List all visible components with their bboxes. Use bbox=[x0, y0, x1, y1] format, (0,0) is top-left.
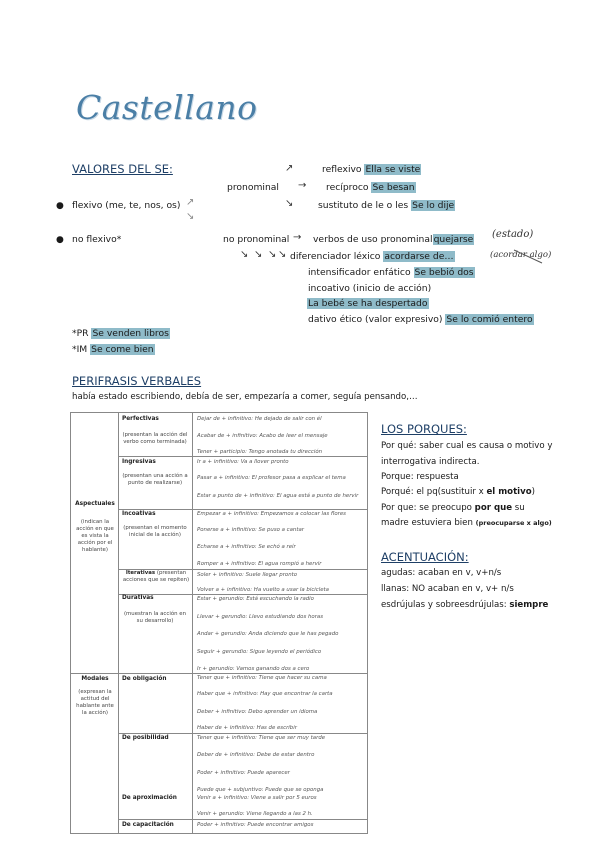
aproximacion-label: De aproximación bbox=[122, 795, 177, 801]
obl-example-2: Haber que + infinitivo: Hay que encontrar la carta bbox=[197, 691, 333, 697]
perf-example-3: Tener + participio: Tengo anotada tu dirección bbox=[197, 449, 323, 455]
flexivo-label: flexivo (me, te, nos, os) bbox=[72, 200, 181, 211]
heading-acentuacion: ACENTUACIÓN: bbox=[381, 550, 469, 564]
perfectivas-desc: (presentan la acción del verbo como terminada) bbox=[122, 432, 188, 445]
porques-line-5b: por que bbox=[474, 503, 513, 513]
porques-line-4b: el motivo bbox=[486, 487, 532, 497]
reflexivo-label bbox=[322, 164, 421, 175]
perifrasis-table bbox=[70, 412, 368, 834]
intensificador-label bbox=[308, 267, 475, 278]
obl-example-1: Tener que + infinitivo: Tiene que hacer su cama bbox=[197, 675, 327, 681]
posibilidad-label: De posibilidad bbox=[122, 735, 169, 741]
heading-porques: LOS PORQUES: bbox=[381, 422, 467, 436]
porques-line-4a: Porqué: el pq(sustituir x bbox=[381, 487, 487, 497]
pos-example-1: Tener que + infinitivo: Tiene que ser muy tarde bbox=[197, 735, 326, 741]
dur-example-4: Seguir + gerundio: Sigue leyendo el periódico bbox=[197, 649, 322, 655]
incoativo-example bbox=[307, 298, 429, 309]
perifrasis-examples: había estado escribiendo, debía de ser, empezaría a comer, seguía pensando,… bbox=[72, 392, 418, 402]
iterativas-title: Iterativas bbox=[125, 570, 156, 576]
apr-example-3: Venir + gerundio: Viene llegando a las 2 h. bbox=[197, 811, 313, 817]
ingr-example-3: Estar a punto de + infinitivo: El agua está a punto de hervir bbox=[197, 493, 359, 499]
incoativo-label: incoativo (inicio de acción) bbox=[308, 283, 432, 294]
page-title: Castellano bbox=[76, 88, 258, 127]
capacitacion-label: De capacitación bbox=[122, 822, 174, 828]
inco-example-3: Echarse a + infinitivo: Se echó a reír bbox=[197, 544, 296, 550]
incoativo-example-text: La bebé se ha despertado bbox=[308, 298, 428, 309]
iterativas-desc: (presentan acciones que se repiten) bbox=[122, 570, 190, 583]
porques-line-1: Por qué: saber cual es causa o motivo y bbox=[381, 441, 553, 451]
arrow-ne-icon: ↗ bbox=[285, 163, 294, 174]
arrow-se-icon: ↘ bbox=[268, 249, 277, 260]
heading-perifrasis: PERIFRASIS VERBALES bbox=[72, 374, 202, 388]
porques-line-4 bbox=[381, 487, 535, 497]
porques-line-6 bbox=[381, 518, 552, 528]
dativo-text: dativo ético (valor expresivo) bbox=[308, 314, 443, 325]
acentuacion-line-2: llanas: NO acaban en v, v+ n/s bbox=[381, 584, 514, 594]
reflexivo-example: Ella se viste bbox=[365, 164, 421, 175]
obl-example-4: Haber de + infinitivo: Has de escribir bbox=[197, 725, 297, 731]
pos-example-2: Deber de + infinitivo: Debe de estar dentro bbox=[197, 752, 315, 758]
im-example: Se come bien bbox=[91, 344, 154, 355]
acordar-note: (acordar algo) bbox=[490, 250, 552, 260]
pronominal-label: pronominal bbox=[227, 182, 279, 193]
porques-line-5 bbox=[381, 503, 525, 513]
acentuacion-line-3 bbox=[381, 600, 548, 610]
inco-example-1: Empezar a + infinitivo: Empezamos a colocar las flores bbox=[197, 511, 346, 517]
incoativas-desc: (presentan el momento inicial de la acción) bbox=[123, 525, 187, 538]
reflexivo-text: reflexivo bbox=[322, 164, 362, 175]
ingr-example-2: Pasar a + infinitivo: El profesor pasa a explicar el tema bbox=[197, 475, 346, 481]
sustituto-label bbox=[318, 200, 455, 211]
ingresivas-label: Ingresivas bbox=[122, 459, 156, 465]
porques-line-6b: (preocuparse x algo) bbox=[475, 519, 552, 527]
dativo-example: Se lo comió entero bbox=[446, 314, 533, 325]
arrow-se-icon: ↘ bbox=[278, 249, 287, 260]
porques-line-5c: su bbox=[512, 503, 525, 513]
no-flexivo-label: no flexivo* bbox=[72, 234, 122, 245]
durativas-label: Durativas bbox=[122, 595, 154, 601]
acentuacion-line-1: agudas: acaban en v, v+n/s bbox=[381, 568, 502, 578]
reciproco-text: recíproco bbox=[326, 182, 369, 193]
porques-line-5a: Por que: se preocupo bbox=[381, 503, 475, 513]
intensificador-text: intensificador enfático bbox=[308, 267, 411, 278]
bullet-icon: ● bbox=[56, 235, 64, 245]
pr-note bbox=[72, 328, 170, 339]
cap-example-1: Poder + infinitivo: Puede encontrar amigos bbox=[197, 822, 314, 828]
dur-example-5: Ir + gerundio: Vamos ganando dos a cero bbox=[197, 666, 310, 672]
dur-example-1: Estar + gerundio: Está escuchando la radio bbox=[197, 596, 314, 602]
reciproco-example: Se besan bbox=[372, 182, 415, 193]
perfectivas-label: Perfectivas bbox=[122, 416, 159, 422]
pos-example-3: Poder + infinitivo: Puede aparecer bbox=[197, 770, 290, 776]
incoativas-label: Incoativas bbox=[122, 511, 156, 517]
verbos-uso-label bbox=[313, 234, 474, 245]
estado-note: (estado) bbox=[492, 229, 534, 240]
iterativas-label bbox=[121, 570, 191, 584]
diferenciador-example: acordarse de… bbox=[384, 251, 454, 262]
modales-label: Modales bbox=[81, 676, 109, 682]
verbos-uso-text: verbos de uso pronominal bbox=[313, 234, 433, 245]
aspectuales-label: Aspectuales bbox=[75, 501, 115, 507]
porques-line-3: Porque: respuesta bbox=[381, 472, 459, 482]
iter-example-1: Soler + infinitivo: Suele llegar pronto bbox=[197, 572, 298, 578]
diferenciador-text: diferenciador léxico bbox=[290, 251, 381, 262]
aspectuales-desc: (indican la acción en que es vista la acción por el hablante) bbox=[76, 519, 114, 553]
arrow-se-icon: ↘ bbox=[186, 211, 195, 222]
no-pronominal-label: no pronominal bbox=[223, 234, 290, 245]
verbos-uso-example: quejarse bbox=[433, 234, 474, 245]
porques-line-4c: ) bbox=[531, 487, 535, 497]
sustituto-example: Se lo dije bbox=[412, 200, 455, 211]
obligacion-label: De obligación bbox=[122, 676, 167, 682]
pr-example: Se venden libros bbox=[92, 328, 169, 339]
arrow-se-icon: ↘ bbox=[285, 198, 294, 209]
reciproco-label bbox=[326, 182, 416, 193]
acentuacion-line-3b: siempre bbox=[509, 600, 549, 610]
ingr-example-1: Ir a + infinitivo: Va a llover pronto bbox=[197, 459, 289, 465]
durativas-desc: (muestran la acción en su desarrollo) bbox=[123, 611, 187, 624]
inco-example-2: Ponerse a + infinitivo: Se puso a cantar bbox=[197, 527, 304, 533]
inco-example-4: Romper a + infinitivo: El agua rompió a hervir bbox=[197, 561, 322, 567]
diferenciador-label bbox=[290, 251, 455, 262]
iter-example-2: Volver a + infinitivo: Ha vuelto a usar la bicicleta bbox=[197, 587, 329, 593]
apr-example-1: Puede que + subjuntivo: Puede que se oponga bbox=[197, 787, 324, 793]
arrow-ne-icon: ↗ bbox=[186, 197, 195, 208]
ingresivas-desc: (presentan una acción a punto de realizarse) bbox=[122, 473, 188, 486]
heading-valores-se: VALORES DEL SE: bbox=[72, 162, 173, 176]
obl-example-3: Deber + infinitivo: Debo aprender un idioma bbox=[197, 709, 318, 715]
pr-label: *PR bbox=[72, 328, 89, 339]
acentuacion-line-3a: esdrújulas y sobreesdrújulas: bbox=[381, 600, 510, 610]
intensificador-example: Se bebió dos bbox=[414, 267, 474, 278]
strike-mark-icon bbox=[512, 247, 548, 265]
apr-example-2: Venir a + infinitivo: Viene a salir por 5 euros bbox=[197, 795, 317, 801]
arrow-se-icon: ↘ bbox=[254, 249, 263, 260]
perf-example-1: Dejar de + infinitivo: He dejado de salir con él bbox=[197, 416, 322, 422]
dur-example-3: Andar + gerundio: Anda diciendo que le has pegado bbox=[197, 631, 339, 637]
arrow-right-icon: → bbox=[298, 180, 307, 191]
dativo-label bbox=[308, 314, 534, 325]
porques-line-6a: madre estuviera bien bbox=[381, 518, 476, 528]
im-note bbox=[72, 344, 155, 355]
bullet-icon: ● bbox=[56, 201, 64, 211]
perf-example-2: Acabar de + infinitivo: Acabo de leer el mensaje bbox=[197, 433, 328, 439]
arrow-se-icon: ↘ bbox=[240, 249, 249, 260]
arrow-right-icon: → bbox=[293, 232, 302, 243]
modales-desc: (expresan la actitud del hablante ante la acción) bbox=[76, 689, 114, 716]
dur-example-2: Llevar + gerundio: Llevo estudiando dos horas bbox=[197, 614, 324, 620]
porques-line-2: interrogativa indirecta. bbox=[381, 457, 480, 467]
sustituto-text: sustituto de le o les bbox=[318, 200, 409, 211]
im-label: *IM bbox=[72, 344, 88, 355]
